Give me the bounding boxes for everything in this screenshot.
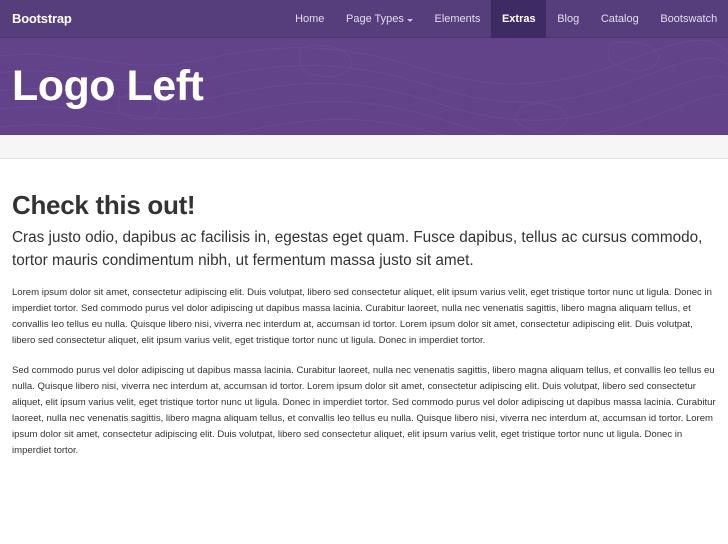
nav-item-label: Elements — [434, 13, 481, 25]
nav-item-elements[interactable] — [424, 0, 491, 38]
nav-item-label: Page Types — [346, 13, 404, 25]
nav-item-label: Blog — [557, 13, 580, 25]
nav-item-label: Home — [295, 13, 325, 25]
nav-item-extras[interactable] — [491, 0, 546, 38]
nav-item-bootswatch[interactable] — [650, 0, 728, 38]
nav-item-blog[interactable] — [546, 0, 590, 38]
caret-down-icon — [407, 19, 413, 22]
body-paragraph: Sed commodo purus vel dolor adipiscing ut dapibus massa lacinia. Curabitur laoreet, nulla nec venenatis sagittis, libero magna aliquam tellus, et convallis leo tellus eu nulla. Quisque libero nisi, viverra nec interdum at, accumsan id tortor. Lorem ipsum dolor sit amet, consectetur adipiscing elit. Duis volutpat, libero sed consectetur aliquet, elit ipsum varius velit, eget tristique tortor nunc ut ligula. Donec in imperdiet tortor. Sed commodo purus vel dolor adipiscing ut dapibus massa lacinia. Curabitur laoreet, nulla nec venenatis sagittis, libero magna aliquam tellus, et convallis leo tellus eu nulla. Quisque libero nisi, viverra nec interdum at, accumsan id tortor. Lorem ipsum dolor sit amet, consectetur adipiscing elit. Duis volutpat, libero sed consectetur aliquet, elit ipsum varius velit, eget tristique tortor nunc ut ligula. Donec in imperdiet tortor. — [12, 365, 716, 456]
nav-item-label: Extras — [501, 13, 536, 25]
nav-item-label: Catalog — [600, 13, 639, 25]
main-content — [12, 188, 718, 459]
lead-paragraph: Cras justo odio, dapibus ac facilisis in, egestas eget quam. Fusce dapibus, tellus ac cursus commodo, tortor mauris condimentum nibh, ut fermentum massa justo sit amet. — [12, 229, 703, 269]
brand-link[interactable]: Bootstrap — [12, 11, 72, 26]
top-navbar — [0, 0, 728, 38]
body-paragraph: Lorem ipsum dolor sit amet, consectetur adipiscing elit. Duis volutpat, libero sed consectetur aliquet, elit ipsum varius velit, eget tristique tortor nunc ut ligula. Donec in imperdiet tortor. Sed commodo purus vel dolor adipiscing ut dapibus massa lacinia. Curabitur laoreet, nulla nec venenatis sagittis, libero magna aliquam tellus, et convallis leo tellus eu nulla. Quisque libero nisi, viverra nec interdum at, accumsan id tortor. Lorem ipsum dolor sit amet, consectetur adipiscing elit. Duis volutpat, libero sed consectetur aliquet, elit ipsum varius velit, eget tristique tortor nunc ut ligula. Donec in imperdiet tortor. — [12, 287, 712, 346]
page-title: Logo Left — [12, 62, 204, 110]
nav-item-home[interactable] — [284, 0, 335, 38]
page-header — [0, 38, 728, 135]
subnav-bar — [0, 135, 728, 159]
content-headline: Check this out! — [12, 190, 196, 220]
nav-item-page-types[interactable] — [335, 0, 424, 38]
nav-item-label: Bootswatch — [660, 13, 718, 25]
main-nav — [284, 0, 728, 38]
nav-item-catalog[interactable] — [590, 0, 650, 38]
